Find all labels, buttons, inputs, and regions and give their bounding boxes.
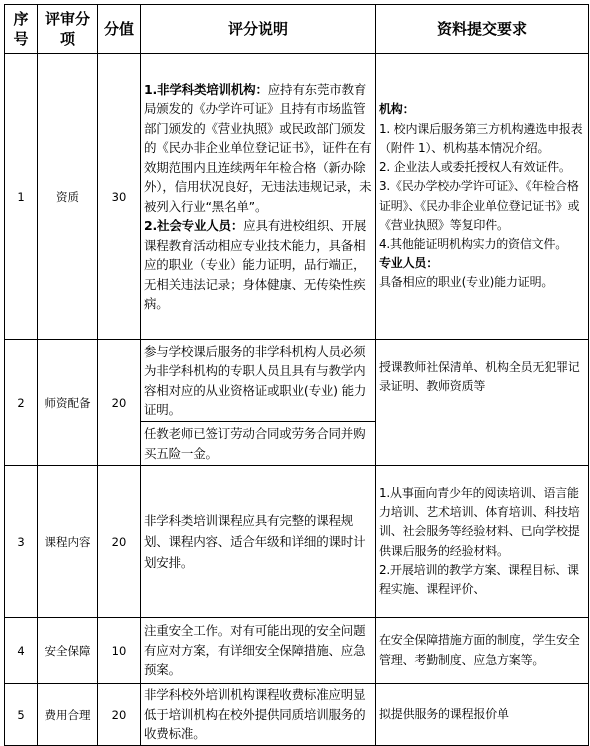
header-item-label: 评审分项 bbox=[44, 10, 90, 48]
desc-title: 1.非学科类培训机构： bbox=[144, 81, 268, 97]
row-item: 师资配备 bbox=[38, 340, 98, 466]
row-req bbox=[376, 54, 589, 340]
row-desc: 注重安全工作。对有可能出现的安全问题有应对方案，有详细安全保障措施、应急预案。 bbox=[141, 618, 376, 684]
desc-title: 2.社会专业人员： bbox=[144, 218, 244, 233]
row-num: 3 bbox=[5, 466, 38, 618]
row-num: 4 bbox=[5, 618, 38, 684]
req-line: 2. 企业法人或委托授权人有效证件。 bbox=[379, 160, 571, 175]
req-line: 1.从事面向青少年的阅读培训、语言能力培训、艺术培训、体育培训、科技培训、社会服务等经验材料、已向学校提供课后服务的经验材料。 bbox=[379, 485, 580, 558]
req-line: 具备相应的职业(专业)能力证明。 bbox=[379, 275, 554, 290]
req-line: 2.开展培训的教学方案、课程目标、课程实施、课程评价、 bbox=[379, 562, 579, 596]
row-desc: 非学科类培训课程应具有完整的课程规划、课程内容、适合年级和详细的课时计划安排。 bbox=[141, 466, 376, 618]
table-row bbox=[5, 54, 589, 340]
row-score: 30 bbox=[98, 54, 141, 340]
header-item bbox=[38, 5, 98, 54]
req-line: 3.《民办学校办学许可证》、《年检合格证明》、《民办非企业单位登记证书》或《营业执照》等复印件。 bbox=[379, 179, 580, 232]
row-req: 在安全保障措施方面的制度，学生安全管理、考勤制度、应急方案等。 bbox=[376, 618, 589, 684]
row-score: 20 bbox=[98, 684, 141, 746]
header-req-label: 资料提交要求 bbox=[436, 20, 527, 38]
desc-text: 应持有东莞市教育局颁发的《办学许可证》且持有市场监管部门颁发的《营业执照》或民政部门颁发的《民办非企业单位登记证书》，证件在有效期范围内且连续两年年检合格（新办除外），信用状况良好，无违法违规记录，未被列入行业“黑名单”。 bbox=[144, 81, 372, 214]
header-num bbox=[5, 5, 38, 54]
desc-text: 应具有进校组织、开展课程教育活动相应专业技术能力，具备相应的职业（专业）能力证明，品行端正，无相关违法记录；身体健康、无传染性疾病。 bbox=[144, 218, 367, 311]
header-desc bbox=[141, 5, 376, 54]
desc-paragraph bbox=[144, 80, 372, 217]
row-score: 10 bbox=[98, 618, 141, 684]
table-row bbox=[5, 684, 589, 746]
row-num: 2 bbox=[5, 340, 38, 466]
row-score: 20 bbox=[98, 340, 141, 466]
header-req bbox=[376, 5, 589, 54]
row-desc: 非学科校外培训机构课程收费标准应明显低于培训机构在校外提供同质培训服务的收费标准。 bbox=[141, 684, 376, 746]
header-num-label: 序号 bbox=[13, 10, 29, 48]
row-item: 费用合理 bbox=[38, 684, 98, 746]
desc-paragraph bbox=[144, 216, 372, 314]
row-req bbox=[376, 466, 589, 618]
row-req: 拟提供服务的课程报价单 bbox=[376, 684, 589, 746]
row-desc-extra: 任教老师已签订劳动合同或劳务合同并购买五险一金。 bbox=[141, 422, 376, 466]
table-row bbox=[5, 466, 589, 618]
evaluation-table bbox=[4, 4, 589, 746]
req-line: 1. 校内课后服务第三方机构遴选申报表（附件 1）、机构基本情况介绍。 bbox=[379, 121, 583, 155]
table-row bbox=[5, 340, 589, 422]
req-line: 4.其他能证明机构实力的资信文件。 bbox=[379, 236, 568, 251]
table-row bbox=[5, 618, 589, 684]
header-score-label: 分值 bbox=[103, 20, 134, 38]
row-score: 20 bbox=[98, 466, 141, 618]
row-item: 安全保障 bbox=[38, 618, 98, 684]
row-num: 1 bbox=[5, 54, 38, 340]
row-desc: 参与学校课后服务的非学科机构人员必须为非学科机构的专职人员且具有与教学内容相对应的从业资格证或职业(专业) 能力证明。 bbox=[141, 340, 376, 422]
header-row bbox=[5, 5, 589, 54]
row-item: 资质 bbox=[38, 54, 98, 340]
row-num: 5 bbox=[5, 684, 38, 746]
req-title: 机构： bbox=[379, 102, 415, 117]
row-desc bbox=[141, 54, 376, 340]
row-req: 授课教师社保清单、机构全员无犯罪记录证明、教师资质等 bbox=[376, 340, 589, 466]
header-desc-label: 评分说明 bbox=[227, 20, 288, 38]
header-score bbox=[98, 5, 141, 54]
req-title: 专业人员： bbox=[379, 256, 439, 271]
row-item: 课程内容 bbox=[38, 466, 98, 618]
